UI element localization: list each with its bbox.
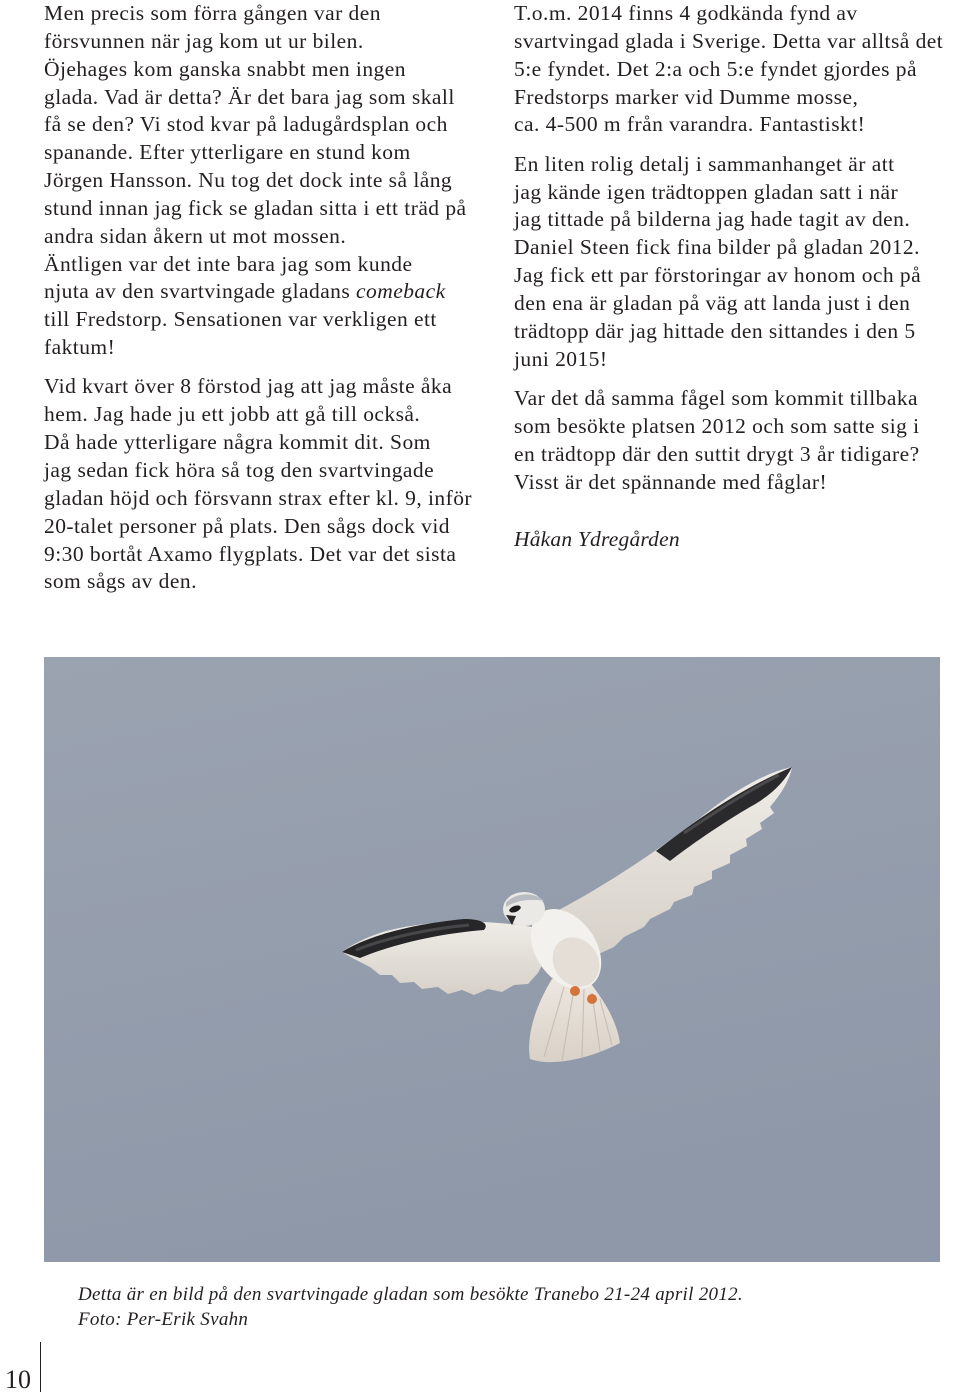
text-line: Fredstorps marker vid Dumme mosse, <box>514 84 859 109</box>
text-line: Då hade ytterligare några kommit dit. Som <box>44 430 431 455</box>
paragraph <box>44 373 484 596</box>
page-margin-rule <box>40 1342 41 1392</box>
paragraph <box>514 0 954 139</box>
text-line: Öjehages kom ganska snabbt men ingen <box>44 56 406 81</box>
text-line: som sågs av den. <box>44 569 197 594</box>
text-line: Äntligen var det inte bara jag som kunde <box>44 251 413 276</box>
paragraph <box>514 151 954 374</box>
text-line: glada. Vad är detta? Är det bara jag som skall <box>44 84 455 109</box>
text-line: få se den? Vi stod kvar på ladugårdsplan och <box>44 112 448 137</box>
bird-foot <box>587 994 597 1004</box>
text-line: jag tittade på bilderna jag hade tagit av den. <box>514 207 911 232</box>
text-line: Vid kvart över 8 förstod jag att jag måste åka <box>44 374 453 399</box>
text-line: en trädtopp där den suttit drygt 3 år tidigare? <box>514 441 920 466</box>
paragraph <box>514 385 954 496</box>
text-line: Jörgen Hansson. Nu tog det dock inte så lång <box>44 168 453 193</box>
text-line: försvunnen när jag kom ut ur bilen. <box>44 28 364 53</box>
text-line: jag sedan fick höra så tog den svartvingade <box>44 458 435 482</box>
bird-foot <box>570 986 580 996</box>
text-line: 5:e fyndet. Det 2:a och 5:e fyndet gjordes på <box>514 56 917 81</box>
text-line: 20-talet personer på plats. Den sågs dock vid <box>44 513 450 538</box>
text-line: 9:30 bortåt Axamo flygplats. Det var det sista <box>44 541 457 566</box>
text-line: Var det då samma fågel som kommit tillbaka <box>514 385 919 410</box>
photo-credit: Foto: Per-Erik Svahn <box>78 1309 249 1330</box>
text-line: En liten rolig detalj i sammanhanget är att <box>514 151 895 176</box>
text-line: T.o.m. 2014 finns 4 godkända fynd av <box>514 1 858 25</box>
photo-caption <box>78 1282 743 1332</box>
text-line: andra sidan åkern ut mot mossen. <box>44 223 347 248</box>
caption-text: Detta är en bild på den svartvingade gladan som besökte Tranebo 21-24 april 2012. <box>78 1284 743 1305</box>
article-left-column <box>44 0 484 608</box>
text-line: Jag fick ett par förstoringar av honom och på <box>514 263 922 288</box>
text-line: trädtopp där jag hittade den sittandes i den 5 <box>514 318 916 343</box>
text-line <box>44 278 484 306</box>
text-line: jag kände igen trädtoppen gladan satt i när <box>514 179 899 204</box>
text-line: Men precis som förra gången var den <box>44 1 381 25</box>
text-line: hem. Jag hade ju ett jobb att gå till också. <box>44 402 421 427</box>
text-line: Daniel Steen fick fina bilder på gladan 2012. <box>514 235 920 260</box>
author-signature: Håkan Ydregården <box>514 527 680 551</box>
text-line: ca. 4-500 m från varandra. Fantastiskt! <box>514 112 866 137</box>
article-right-column <box>514 0 954 508</box>
text-line: gladan höjd och försvann strax efter kl. 9, inför <box>44 485 473 510</box>
text-line: den ena är gladan på väg att landa just i den <box>514 290 911 315</box>
text-segment: njuta av den svartvingade gladans <box>44 279 357 304</box>
bird-head <box>503 892 545 926</box>
emphasized-text: comeback <box>356 279 446 304</box>
bird-photo <box>44 657 940 1262</box>
text-line: svartvingad glada i Sverige. Detta var alltså det <box>514 28 944 53</box>
text-line: till Fredstorp. Sensationen var verkligen ett <box>44 307 437 332</box>
page-number: 10 <box>5 1365 31 1394</box>
text-line: spanande. Efter ytterligare en stund kom <box>44 140 411 165</box>
text-line: faktum! <box>44 335 116 360</box>
text-line: stund innan jag fick se gladan sitta i ett träd på <box>44 195 467 220</box>
text-line: som besökte platsen 2012 och som satte sig i <box>514 413 920 438</box>
paragraph <box>44 0 484 362</box>
text-line: Visst är det spännande med fåglar! <box>514 469 828 494</box>
text-line: juni 2015! <box>514 346 608 371</box>
